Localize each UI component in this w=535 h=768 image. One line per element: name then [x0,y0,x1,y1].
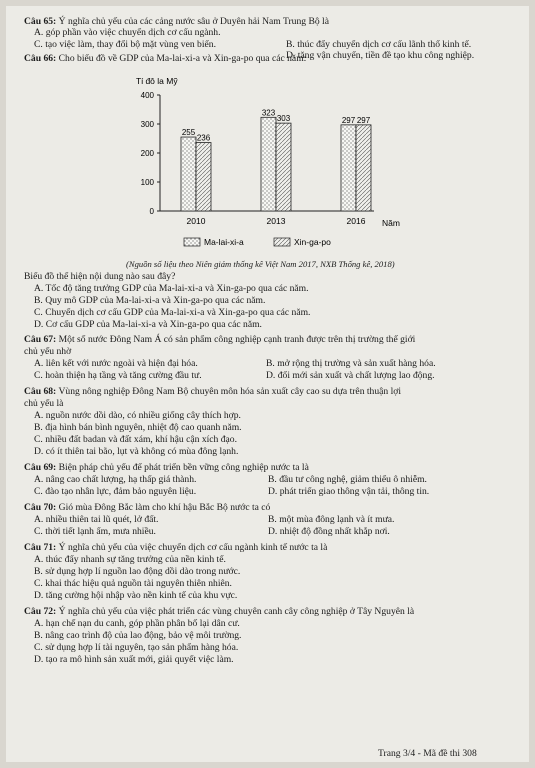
q67-stem: Câu 67: Một số nước Đông Nam Á có sản phẩm công nghiệp cạnh tranh được trên thị trường thế giới [24,334,416,345]
q66-prompt: Biểu đồ thể hiện nội dung nào sau đây? [24,271,176,282]
y-tick-label: 100 [140,178,154,187]
x-tick-label: 2010 [186,216,206,226]
q68-option-c: C. nhiều đất badan và đất xám, khí hậu cận xích đạo. [34,434,238,445]
y-tick-label: 400 [140,91,154,100]
q70-option-c: C. thời tiết lạnh ẩm, mưa nhiều. [34,526,156,537]
q66-option-b: B. Quy mô GDP của Ma-lai-xi-a và Xin-ga-po qua các năm. [34,295,266,306]
x-axis-label: Năm [382,218,400,228]
y-tick-label: 300 [140,120,154,129]
q68-option-a: A. nguồn nước dồi dào, có nhiều giống cây thích hợp. [34,410,241,421]
page-footer: Trang 3/4 - Mã đề thi 308 [378,748,477,759]
q69-option-a: A. nâng cao chất lượng, hạ thấp giá thành. [34,474,197,485]
q72-option-a: A. hạn chế nạn du canh, góp phần phân bố lại dân cư. [34,618,240,629]
x-tick-label: 2013 [266,216,286,226]
bar-value-label: 303 [276,114,291,124]
q72-option-d: D. tạo ra mô hình sản xuất mới, giải quyết việc làm. [34,654,234,665]
q66-option-d: D. Cơ cấu GDP của Ma-lai-xi-a và Xin-ga-po qua các năm. [34,319,262,330]
q70-option-a: A. nhiều thiên tai lũ quét, lở đất. [34,514,159,525]
q65-option-d: D. tăng vận chuyển, tiền đề tạo khu công nghiệp. [286,50,475,61]
x-axis-ticks [187,216,366,226]
q65-option-a: A. góp phần vào việc chuyển dịch cơ cấu ngành. [34,27,221,38]
q71-stem: Câu 71: Ý nghĩa chủ yếu của việc chuyển dịch cơ cấu ngành kinh tế nước ta là [24,542,328,553]
bar-value-label: 323 [261,108,276,118]
q66-stem: Câu 66: Cho biểu đồ về GDP của Ma-lai-xi-a và Xin-ga-po qua các năm: [24,53,307,64]
q71-option-b: B. sử dụng hợp lí nguồn lao động dồi dào trong nước. [34,566,241,577]
q65-stem: Câu 65: Ý nghĩa chủ yếu của các cảng nước sâu ở Duyên hải Nam Trung Bộ là [24,16,329,27]
q67-option-c: C. hoàn thiện hạ tầng và tăng cường đầu tư. [34,370,202,381]
q67-stem-cont: chủ yếu nhờ [24,346,72,357]
q71-option-a: A. thúc đẩy nhanh sự tăng trưởng của nền kinh tế. [34,554,226,565]
bar-singapore-2016 [356,125,371,211]
legend [184,237,331,247]
q72-option-c: C. sử dụng hợp lí tài nguyên, tạo sản phẩm hàng hóa. [34,642,239,653]
bar-malaysia-2010 [181,137,196,211]
bar-value-label: 297 [341,115,356,125]
bar-malaysia-2016 [341,125,356,211]
bar-singapore-2013 [276,123,291,211]
q68-option-d: D. có ít thiên tai bão, lụt và không có mùa đông lạnh. [34,446,239,457]
q70-option-d: D. nhiệt độ đồng nhất khắp nơi. [268,526,390,537]
q67-option-b: B. mở rộng thị trường và sản xuất hàng hóa. [266,358,436,369]
legend-singapore: Xin-ga-po [294,237,331,247]
q66-option-a: A. Tốc độ tăng trưởng GDP của Ma-lai-xi-a và Xin-ga-po qua các năm. [34,283,309,294]
q71-option-d: D. tăng cường hội nhập vào nền kinh tế của khu vực. [34,590,238,601]
q68-option-b: B. địa hình bán bình nguyên, nhiệt độ cao quanh năm. [34,422,242,433]
q69-option-c: C. đào tạo nhân lực, đảm bảo nguyên liệu. [34,486,197,497]
q72-stem: Câu 72: Ý nghĩa chủ yếu của việc phát triển các vùng chuyên canh cây công nghiệp ở Tây Nguyên là [24,606,415,617]
legend-malaysia: Ma-lai-xi-a [204,237,244,247]
q70-option-b: B. một mùa đông lạnh và ít mưa. [268,514,395,525]
bar-malaysia-2013 [261,117,276,211]
q66-option-c: C. Chuyển dịch cơ cấu GDP của Ma-lai-xi-a và Xin-ga-po qua các năm. [34,307,311,318]
y-axis-label: Tỉ đô la Mỹ [136,78,178,86]
q68-stem: Câu 68: Vùng nông nghiệp Đông Nam Bộ chuyên môn hóa sản xuất cây cao su dựa trên thuận lợi [24,386,402,397]
q68-stem-cont: chủ yếu là [24,398,64,409]
y-tick-label: 200 [140,149,154,158]
gdp-bar-chart [126,78,426,253]
bar-value-label: 297 [356,115,371,125]
q69-option-d: D. phát triển giao thông vận tải, thông tin. [268,486,430,497]
chart-source-caption: (Nguồn số liệu theo Niên giám thống kê Việt Nam 2017, NXB Thống kê, 2018) [126,259,395,269]
q70-stem: Câu 70: Gió mùa Đông Bắc làm cho khí hậu Bắc Bộ nước ta có [24,502,271,513]
q69-stem: Câu 69: Biện pháp chủ yếu để phát triển bền vững công nghiệp nước ta là [24,462,309,473]
x-tick-label: 2016 [346,216,366,226]
q69-option-b: B. đầu tư công nghệ, giảm thiểu ô nhiễm. [268,474,427,485]
y-tick-label: 0 [149,207,154,216]
q67-option-d: D. đổi mới sản xuất và chất lượng lao động. [266,370,435,381]
q67-option-a: A. liên kết với nước ngoài và hiện đại hóa. [34,358,198,369]
q72-option-b: B. nâng cao trình độ của lao động, bảo vệ môi trường. [34,630,242,641]
bar-value-label: 236 [196,133,211,143]
q65-option-b: B. thúc đẩy chuyển dịch cơ cấu lãnh thổ kinh tế. [286,39,472,50]
bars-group [181,108,371,211]
y-axis-ticks [141,91,160,216]
q71-option-c: C. khai thác hiệu quả nguồn tài nguyên thiên nhiên. [34,578,232,589]
q65-option-c: C. tạo việc làm, thay đổi bộ mặt vùng ven biển. [34,39,216,50]
exam-page [6,6,529,762]
bar-singapore-2010 [196,143,211,211]
bar-value-label: 255 [181,128,196,138]
